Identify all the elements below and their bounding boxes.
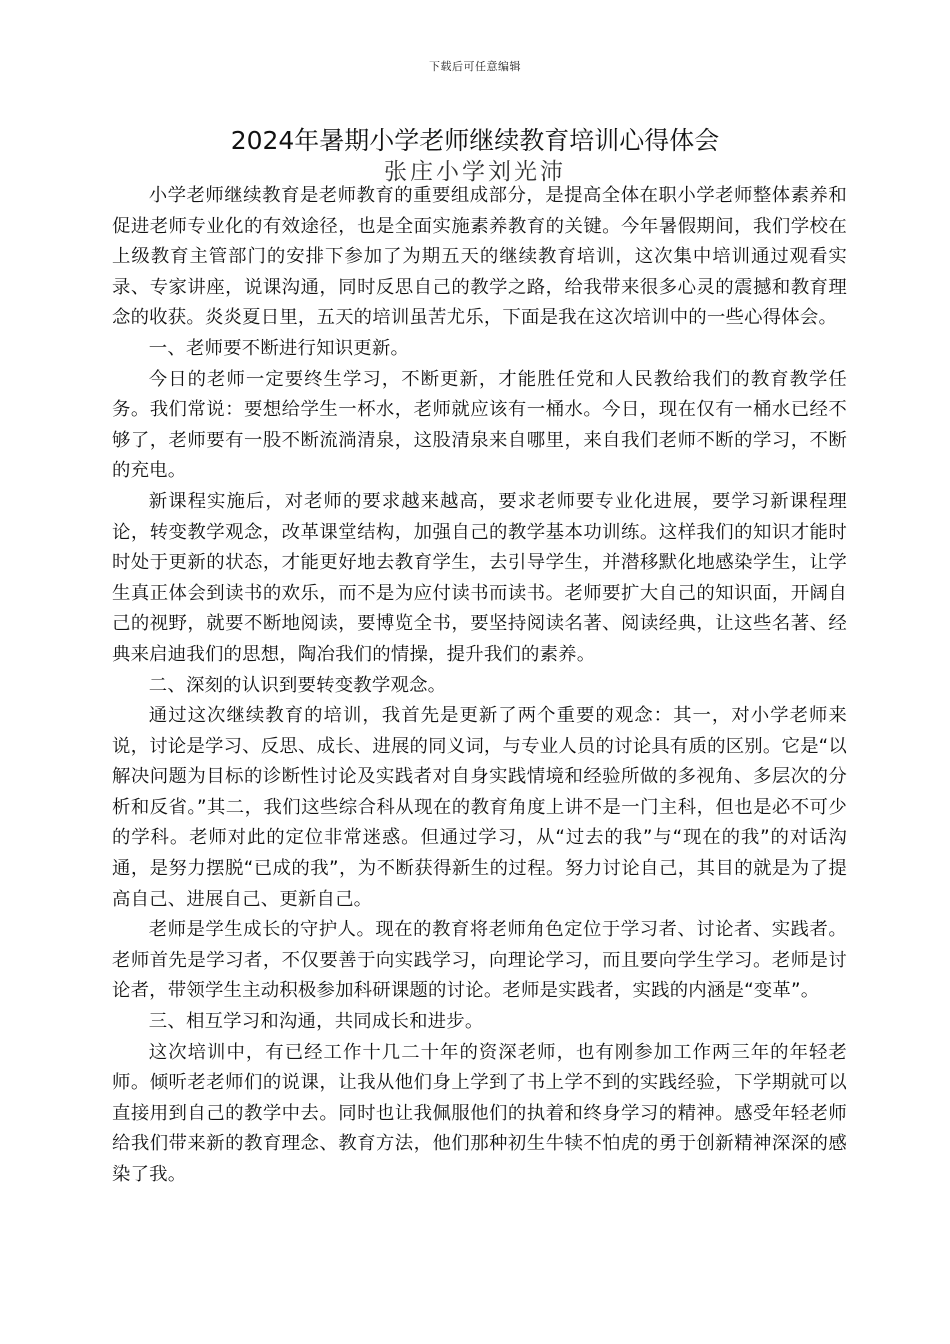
paragraph: 通过这次继续教育的培训，我首先是更新了两个重要的观念：其一，对小学老师来说，讨论是学习、反思、成长、进展的同义词，与专业人员的讨论具有质的区别。它是“以解决问题为目标的诊断性讨论及实践者对自身实践情境和经验所做的多视角、多层次的分析和反省。”其二，我们这些综合科从现在的教育角度上讲不是一门主科，但也是必不可少的学科。老师对此的定位非常迷惑。但通过学习，从“过去的我”与“现在的我”的对话沟通，是努力摆脱“已成的我”，为不断获得新生的过程。努力讨论自己，其目的就是为了提高自己、进展自己、更新自己。 <box>112 705 847 910</box>
document-title: 2024年暑期小学老师继续教育培训心得体会 <box>230 126 720 155</box>
paragraph: 新课程实施后，对老师的要求越来越高，要求老师要专业化进展，要学习新课程理论，转变教学观念，改革课堂结构，加强自己的教学基本功训练。这样我们的知识才能时时处于更新的状态，才能更好地去教育学生，去引导学生，并潜移默化地感染学生，让学生真正体会到读书的欢乐，而不是为应付读书而读书。老师要扩大自己的知识面，开阔自己的视野，就要不断地阅读，要博览全书，要坚持阅读名著、阅读经典，让这些名著、经典来启迪我们的思想，陶冶我们的情操，提升我们的素养。 <box>112 490 847 665</box>
section-heading-2: 二、深刻的认识到要转变教学观念。 <box>148 674 447 696</box>
document-author: 张庄小学刘光沛 <box>384 159 566 185</box>
paragraph: 今日的老师一定要终生学习，不断更新，才能胜任党和人民教给我们的教育教学任务。我们常说：要想给学生一杯水，老师就应该有一桶水。今日，现在仅有一桶水已经不够了，老师要有一股不断流淌清泉，这股清泉来自哪里，来自我们老师不断的学习，不断的充电。 <box>112 368 847 482</box>
paragraph-intro: 小学老师继续教育是老师教育的重要组成部分，是提高全体在职小学老师整体素养和促进老师专业化的有效途径，也是全面实施素养教育的关键。今年暑假期间，我们学校在上级教育主管部门的安排下参加了为期五天的继续教育培训，这次集中培训通过观看实录、专家讲座，说课沟通，同时反思自己的教学之路，给我带来很多心灵的震撼和教育理念的收获。炎炎夏日里，五天的培训虽苦尤乐，下面是我在这次培训中的一些心得体会。 <box>112 185 847 329</box>
page-header-note: 下载后可任意编辑 <box>429 60 521 73</box>
document-body <box>112 181 847 1191</box>
paragraph: 这次培训中，有已经工作十几二十年的资深老师，也有刚参加工作两三年的年轻老师。倾听老老师们的说课，让我从他们身上学到了书上学不到的实践经验，下学期就可以直接用到自己的教学中去。同时也让我佩服他们的执着和终身学习的精神。感受年轻老师给我们带来新的教育理念、教育方法，他们那种初生牛犊不怕虎的勇于创新精神深深的感染了我。 <box>112 1041 847 1185</box>
paragraph: 老师是学生成长的守护人。现在的教育将老师角色定位于学习者、讨论者、实践者。老师首先是学习者，不仅要善于向实践学习，向理论学习，而且要向学生学习。老师是讨论者，带领学生主动积极参加科研课题的讨论。老师是实践者，实践的内涵是“变革”。 <box>112 919 847 1002</box>
section-heading-3: 三、相互学习和沟通，共同成长和进步。 <box>148 1011 484 1033</box>
section-heading-1: 一、老师要不断进行知识更新。 <box>148 337 410 359</box>
